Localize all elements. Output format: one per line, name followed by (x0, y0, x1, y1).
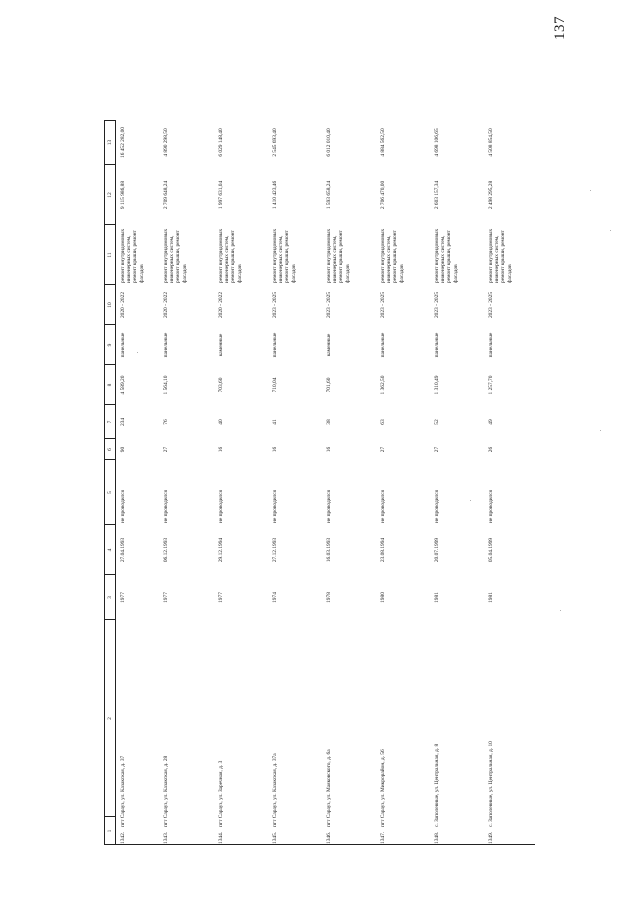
cell-address: пгт Сарауз, ул. Казакская, д. 28 (163, 755, 169, 827)
table-left-rule (104, 844, 535, 845)
header-column-divider (104, 404, 115, 405)
cell-works: ремонт внутридомовых инженерных систем, ремонт крыши, ремонт фасадов (218, 228, 243, 283)
cell-period: 2020 - 2022 (120, 291, 126, 319)
cell-overhaul: не проводился (218, 489, 224, 523)
cell-floors: 27 (163, 446, 169, 453)
cell-address: пгт Сарауз, ул. Микрорайон, д. 56 (380, 749, 386, 827)
cell-privatization-date: 16.03.1993 (326, 537, 332, 563)
cell-total: 6 029 148,40 (218, 128, 224, 157)
cell-area: 703,60 (218, 377, 224, 393)
cell-area: 1 257,70 (488, 375, 494, 395)
cell-cost: 1 997 631,04 (218, 180, 224, 210)
header-column-divider (104, 324, 115, 325)
cell-wall: панельные (434, 332, 440, 358)
cell-year: 1981 (488, 592, 494, 603)
cell-cost: 2 709 648,24 (163, 180, 169, 210)
cell-overhaul: не проводился (272, 489, 278, 523)
cell-privatization-date: 23.08.1994 (380, 537, 386, 563)
cell-overhaul: не проводился (488, 489, 494, 523)
cell-residents: 40 (218, 419, 224, 425)
table-row (429, 120, 483, 845)
cell-address: пгт Сарауз, ул. Заречная, д. 3 (218, 760, 224, 827)
cell-cost: 1 593 658,24 (326, 180, 332, 210)
table-row (375, 120, 429, 845)
cell-works: ремонт внутридомовых инженерных систем, ремонт крыши, ремонт фасадов (272, 228, 297, 283)
cell-wall: панельные (380, 332, 386, 358)
cell-privatization-date: 05.04.1999 (488, 537, 494, 563)
cell-wall: каменные (218, 333, 224, 357)
cell-address: с. Заполевные, ул. Центральная, д. 8 (434, 743, 440, 827)
cell-wall: панельные (488, 332, 494, 358)
cell-wall: каменные (326, 333, 332, 357)
cell-cost: 2 603 157,34 (434, 180, 440, 210)
cell-year: 1981 (434, 592, 440, 603)
cell-privatization-date: 27.12.1993 (272, 537, 278, 563)
cell-residents: 38 (326, 419, 332, 425)
header-column-divider (104, 224, 115, 225)
column-number-header: 9 (106, 343, 113, 347)
table-row (267, 120, 321, 845)
cell-year: 1978 (326, 592, 332, 603)
scan-speck (590, 190, 591, 191)
column-number-header: 7 (106, 420, 113, 424)
cell-num: 1343. (163, 831, 169, 844)
housing-overhaul-table (104, 120, 535, 845)
cell-period: 2023 - 2025 (488, 291, 494, 319)
column-number-header: 6 (106, 448, 113, 451)
cell-cost: 2 706 470,00 (380, 180, 386, 210)
cell-address: с. Заполевные, ул. Центральная, д. 10 (488, 741, 494, 827)
table-row (213, 120, 267, 845)
cell-works: ремонт внутридомовых инженерных систем, ремонт крыши, ремонт фасадов (163, 228, 188, 283)
cell-area: 1 310,49 (434, 375, 440, 395)
cell-privatization-date: 29.12.1994 (218, 537, 224, 563)
cell-works: ремонт внутридомовых инженерных систем, ремонт крыши, ремонт фасадов (380, 228, 405, 283)
column-number-header: 10 (106, 302, 113, 308)
cell-num: 1346. (326, 831, 332, 844)
cell-year: 1977 (218, 592, 224, 603)
cell-floors: 90 (120, 446, 126, 453)
table-row (483, 120, 535, 845)
scan-speck (610, 230, 611, 231)
header-column-divider (104, 438, 115, 439)
table-right-rule (104, 120, 116, 121)
cell-overhaul: не проводился (434, 489, 440, 523)
cell-cost: 2 498 295,28 (488, 180, 494, 210)
header-column-divider (104, 364, 115, 365)
cell-area: 1 362,50 (380, 375, 386, 395)
cell-period: 2020 - 2022 (163, 291, 169, 319)
cell-wall: панельные (163, 332, 169, 358)
cell-floors: 16 (272, 446, 278, 453)
column-number-header: 5 (106, 491, 113, 494)
cell-year: 1977 (163, 592, 169, 603)
cell-period: 2020 - 2022 (218, 291, 224, 319)
cell-num: 1347. (380, 831, 386, 844)
cell-residents: 41 (272, 419, 278, 425)
cell-residents: 49 (488, 419, 494, 425)
cell-floors: 26 (488, 446, 494, 453)
cell-privatization-date: 27.04.1993 (120, 537, 126, 563)
header-column-divider (104, 619, 115, 620)
column-number-header: 4 (106, 548, 113, 552)
cell-floors: 27 (380, 446, 386, 453)
cell-wall: панельные (272, 332, 278, 358)
table-row (321, 120, 375, 845)
cell-year: 1977 (120, 592, 126, 603)
cell-area: 701,60 (326, 377, 332, 393)
header-column-divider (104, 574, 115, 575)
column-number-header: 12 (106, 192, 113, 198)
header-column-divider (104, 816, 115, 817)
cell-works: ремонт внутридомовых инженерных систем, ремонт крыши, ремонт фасадов (326, 228, 351, 283)
cell-num: 1349. (488, 831, 494, 844)
cell-total: 4 698 106,65 (434, 128, 440, 157)
cell-year: 1980 (380, 592, 386, 603)
cell-num: 1348. (434, 831, 440, 844)
cell-area: 1 564,10 (163, 375, 169, 395)
cell-year: 1974 (272, 592, 278, 603)
column-number-header: 8 (106, 383, 113, 387)
header-column-divider (104, 459, 115, 460)
cell-works: ремонт внутридомовых инженерных систем, ремонт крыши, ремонт фасадов (120, 228, 145, 283)
cell-cost: 9 115 986,88 (120, 180, 126, 210)
cell-residents: 76 (163, 419, 169, 425)
cell-total: 6 012 010,40 (326, 128, 332, 157)
cell-total: 2 545 693,40 (272, 128, 278, 157)
header-bottom-rule (115, 120, 116, 845)
cell-works: ремонт внутридомовых инженерных систем, ремонт крыши, ремонт фасадов (488, 228, 513, 283)
cell-num: 1344. (218, 831, 224, 844)
cell-total: 4 890 298,50 (163, 128, 169, 157)
cell-floors: 16 (218, 446, 224, 453)
cell-cost: 1 410 423,46 (272, 180, 278, 210)
cell-privatization-date: 20.07.1999 (434, 537, 440, 563)
cell-residents: 63 (380, 419, 386, 425)
column-number-header: 3 (106, 596, 113, 599)
cell-works: ремонт внутридомовых инженерных систем, ремонт крыши, ремонт фасадов (434, 228, 459, 283)
cell-address: пгт Сарауз, ул. Казакская, д. 37а (272, 753, 278, 827)
cell-wall: панельные (120, 332, 126, 358)
table-row (158, 120, 213, 845)
cell-total: 16 452 282,00 (120, 127, 126, 158)
cell-period: 2023 - 2025 (272, 291, 278, 319)
header-column-divider (104, 164, 115, 165)
cell-total: 4 884 562,50 (380, 128, 386, 157)
cell-residents: 52 (434, 419, 440, 425)
cell-overhaul: не проводился (163, 489, 169, 523)
column-number-header: 11 (106, 252, 113, 258)
column-number-header: 13 (106, 139, 113, 146)
scan-speck (560, 610, 561, 611)
header-column-divider (104, 284, 115, 285)
cell-period: 2023 - 2025 (326, 291, 332, 319)
cell-floors: 27 (434, 446, 440, 453)
cell-period: 2023 - 2025 (380, 291, 386, 319)
column-number-header: 2 (106, 717, 113, 720)
cell-overhaul: не проводился (326, 489, 332, 523)
page-number: 137 (552, 16, 568, 40)
cell-floors: 16 (326, 446, 332, 453)
cell-period: 2023 - 2025 (434, 291, 440, 319)
cell-privatization-date: 06.12.1993 (163, 537, 169, 563)
cell-num: 1342. (120, 831, 126, 844)
scan-speck (137, 352, 138, 353)
cell-address: пгт Сарауз, ул. Казакская, д. 37 (120, 755, 126, 827)
table-top-rule (104, 120, 105, 845)
cell-overhaul: не проводился (380, 489, 386, 523)
cell-area: 710,04 (272, 377, 278, 393)
column-number-header: 1 (106, 829, 113, 833)
table-row (115, 120, 158, 845)
cell-residents: 234 (120, 417, 126, 427)
cell-area: 4 589,20 (120, 375, 126, 395)
header-column-divider (104, 524, 115, 525)
cell-total: 4 508 854,50 (488, 128, 494, 157)
cell-num: 1345. (272, 831, 278, 844)
cell-overhaul: не проводился (120, 489, 126, 523)
scan-speck (600, 430, 601, 431)
cell-address: пгт Сарауз, ул. Маяковского, д. 6а (326, 749, 332, 827)
scan-speck (470, 500, 471, 501)
